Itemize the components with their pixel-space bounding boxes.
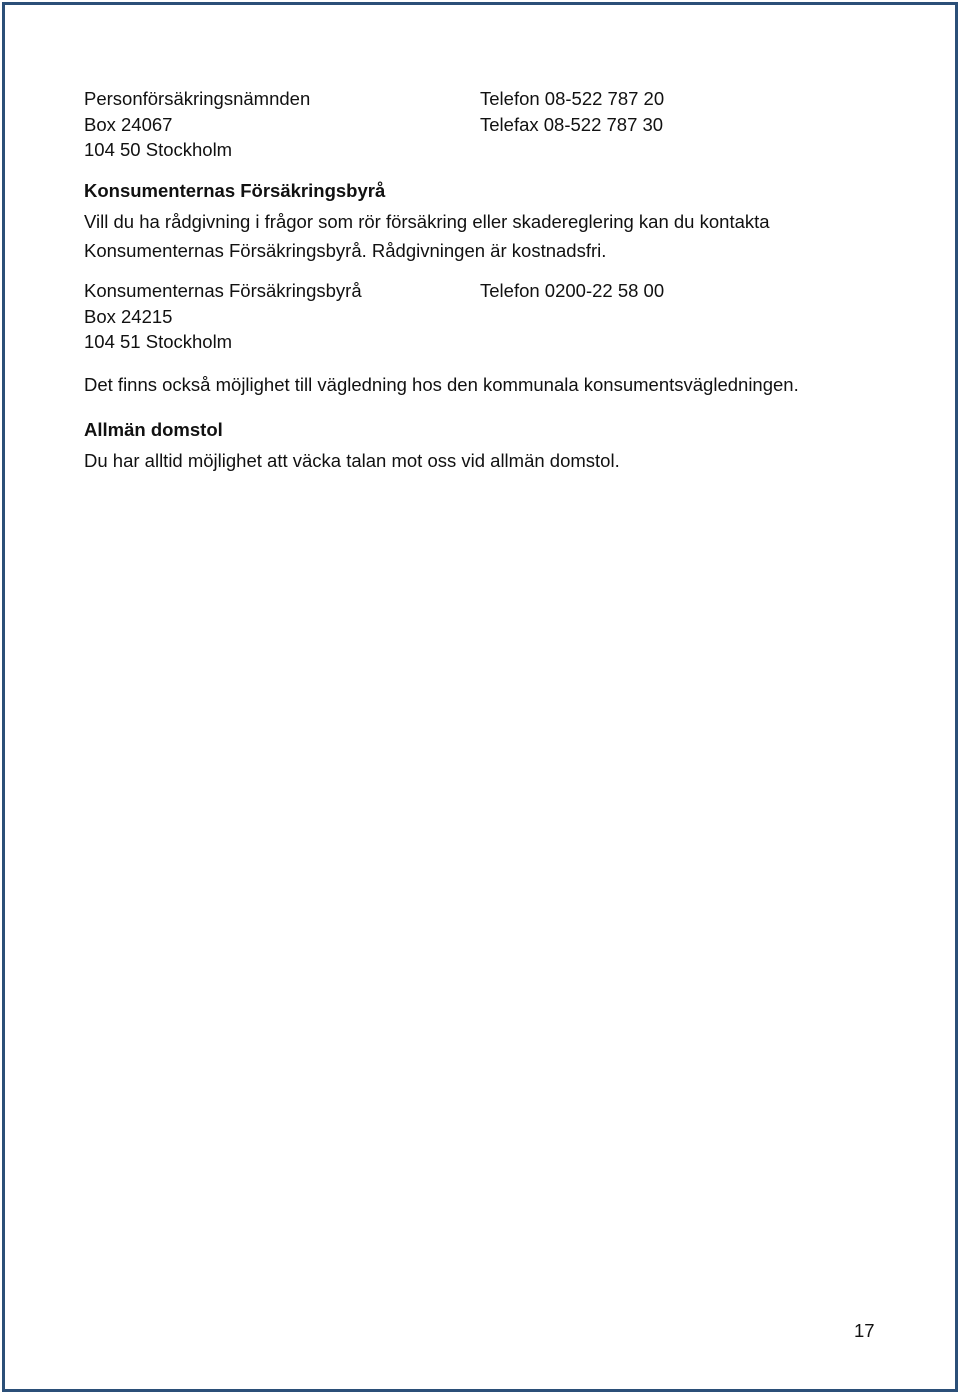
kfb-postal: 104 51 Stockholm [84,331,233,352]
page-number: 17 [854,1320,875,1341]
pfn-name: Personförsäkringsnämnden [84,88,311,109]
contact-block-pfn [84,86,884,163]
kfb-body-line2: Konsumenternas Försäkringsbyrå. Rådgivningen är kostnadsfri. [84,239,607,261]
document-body [84,86,884,473]
pfn-postal: 104 50 Stockholm [84,139,233,160]
section-kfb [84,178,884,264]
section-heading-court: Allmän domstol [84,419,223,440]
kfb-body-line1: Vill du ha rådgivning i frågor som rör försäkring eller skadereglering kan du kontakta [84,211,770,232]
pfn-box: Box 24067 [84,113,173,135]
pfn-fax: Telefax 08-522 787 30 [480,113,664,135]
municipal-guidance-note: Det finns också möjlighet till vägledning hos den kommunala konsumentsvägledningen. [84,373,799,395]
kfb-name: Konsumenternas Försäkringsbyrå [84,280,362,301]
kfb-phone: Telefon 0200-22 58 00 [480,280,665,301]
kfb-box: Box 24215 [84,305,173,327]
section-heading-kfb: Konsumenternas Försäkringsbyrå [84,179,386,201]
section-court [84,417,884,473]
pfn-phone: Telefon 08-522 787 20 [480,88,665,109]
contact-block-kfb [84,278,884,355]
court-body: Du har alltid möjlighet att väcka talan mot oss vid allmän domstol. [84,449,620,471]
